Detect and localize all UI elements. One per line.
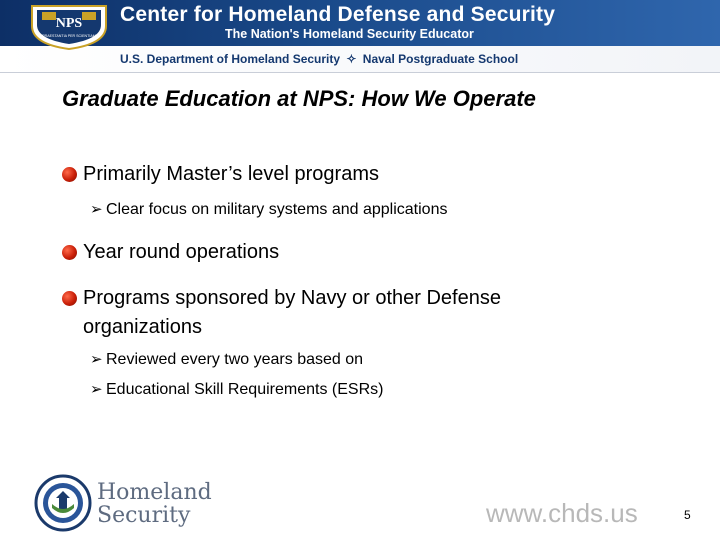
sub-bullet-text: Reviewed every two years based on: [106, 351, 364, 368]
nps-logo-icon: [26, 4, 112, 50]
sub-bullet-item: [90, 380, 383, 400]
bullet-dot-icon: [62, 245, 77, 260]
dept-right-text: Naval Postgraduate School: [362, 52, 519, 66]
nps-logo-motto: PRAESTANTIA PER SCIENTIAM: [42, 34, 96, 38]
header-title: Center for Homeland Defense and Security: [120, 3, 556, 26]
bullet-text: Programs sponsored by Navy or other Defense organizations: [83, 287, 501, 338]
bullet-item: [62, 238, 662, 267]
nps-logo-text: NPS: [55, 16, 83, 31]
bullet-dot-icon: [62, 291, 77, 306]
sub-bullet-text: Clear focus on military systems and applications: [106, 201, 448, 218]
page-number: 5: [684, 508, 691, 522]
header-banner: [0, 0, 720, 72]
dept-left-text: U.S. Department of Homeland Security: [120, 52, 341, 66]
sub-bullet-item: [90, 350, 363, 370]
dhs-seal-icon: [34, 474, 92, 532]
bullet-text: Year round operations: [83, 241, 280, 263]
arrow-bullet-icon: ➢: [90, 351, 103, 368]
slide-title: Graduate Education at NPS: How We Operate: [62, 86, 536, 111]
bullet-text: Primarily Master’s level programs: [83, 163, 379, 185]
bullet-item: [62, 284, 602, 342]
sub-bullet-text: Educational Skill Requirements (ESRs): [106, 381, 384, 398]
sub-bullet-item: [90, 200, 447, 220]
bullet-dot-icon: [62, 167, 77, 182]
homeland-security-logo-line1: Homeland: [97, 480, 212, 505]
website-url: www.chds.us: [486, 498, 638, 528]
arrow-bullet-icon: ➢: [90, 381, 103, 398]
separator-star-icon: ✧: [346, 52, 357, 66]
department-line: [120, 52, 518, 66]
header-subtitle: The Nation's Homeland Security Educator: [225, 27, 474, 41]
arrow-bullet-icon: ➢: [90, 201, 103, 218]
bullet-item: [62, 160, 662, 189]
homeland-security-logo-line2: Security: [97, 503, 191, 528]
